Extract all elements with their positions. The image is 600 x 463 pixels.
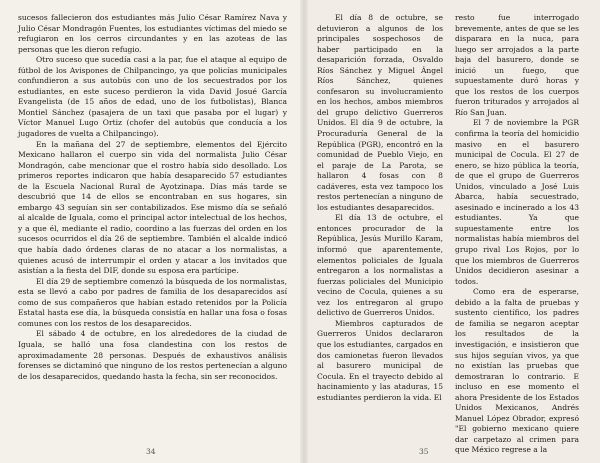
page-number-left: 34 [146, 447, 156, 456]
right-col2-paragraph-2: El 7 de noviembre la PGR confirma la teoría del homicidio masivo en el basurero municipal de Cocula. El 27 de enero, se hizo pública la teoría, de que el grupo de Guerreros Unidos, vinculado a José Luis Abarca, había secuestrado, asesinado e incinerado a los 43 estudiantes. Ya que supuestamente entre los normalistas había miembros del grupo rival Los Rojos, por lo que los miembros de Guerreros Unidos decidieron asesinar a todos. [455, 118, 579, 286]
right-page-column-2 [455, 13, 579, 456]
right-col1-paragraph-1: El día 8 de octubre, se detuvieron a algunos de los principales sospechosos de haber participado en la desaparición forzada, Osvaldo Ríos Sánchez y Miguel Ángel Ríos Sánchez, quienes confesaron su involucramiento en los hechos, ambos miembros del grupo delictivo Guerreros Unidos. El día 9 de octubre, la Procuraduría General de la República (PGR), encontró en la comunidad de Pueblo Viejo, en el paraje de La Parota, se hallaron 4 fosas con 8 cadáveres, esta vez tampoco los restos pertenecían a ninguno de los estudiantes desaparecidos. [317, 13, 443, 212]
right-col2-paragraph-3: Como era de esperarse, debido a la falta de pruebas y sustento científico, los padres de familia se negaron aceptar los resultados de la investigación, e insistieron que sus hijos seguían vivos, ya que no existían las pruebas que demostraran lo contrario. E incluso en ese momento el ahora Presidente de los Estados Unidos Mexicanos, Andrés Manuel López Obrador, expresó "El gobierno mexicano quiere dar carpetazo al crimen para que México regrese a la [455, 287, 579, 455]
right-col1-paragraph-3: Miembros capturados de Guerreros Unidos declararon que los estudiantes, cargados en dos camionetas fueron llevados al basurero municipal de Cocula. En el trayecto debido al hacinamiento y las ataduras, 15 estudiantes perdieron la vida. El [317, 318, 443, 402]
left-paragraph-4: El día 29 de septiembre comenzó la búsqueda de los normalistas, esta se llevó a cabo por padres de familia de los desaparecidos así como de sus compañeros que habían estado retenidos por la Policía Estatal hasta ese día, la búsqueda consistía en hallar una fosa o fosas comunes con los restos de los desaparecidos. [18, 276, 287, 328]
left-paragraph-2: Otro suceso que sucedía casi a la par, fue el ataque al equipo de fútbol de los Avispones de Chilpancingo, ya que policías municipales confundieron a sus autobús con uno de los secuestrados por los estudiantes, en este suceso perdieron la vida David Josué García Evangelista (de 15 años de edad, uno de los futbolistas), Blanca Montiel Sánchez (pasajera de un taxi que pasaba por el lugar) y Víctor Manuel Lugo Ortiz (chofer del autobús que conducía a los jugadores de vuelta a Chilpancingo). [18, 55, 287, 139]
left-paragraph-3: En la mañana del 27 de septiembre, elementos del Ejército Mexicano hallaron el cuerpo sin vida del normalista Julio César Mondragón, cabe mencionar que el rostro había sido desollado. Los primeros reportes indicaron que había desaparecido 57 estudiantes de la Escuela Nacional Rural de Ayotzinapa. Días más tarde se descubrió que 14 de ellos se encontraban en sus hogares, sin embargo 43 seguían sin ser contabilizados. Ese mismo día se señaló al alcalde de Iguala, como el principal actor intelectual de los hechos, y a que él, mediante el radio, coordino a las fuerzas del orden en los sucesos ocurridos el día 26 de septiembre. También el alcalde indicó que había dado órdenes claras de no atacar a los normalistas, a quienes acusó de interrumpir el orden y atacar a los invitados que asistían a la fiesta del DIF, donde su esposa era partícipe. [18, 139, 287, 276]
right-col1-paragraph-2: El día 13 de octubre, el entonces procurador de la República, Jesús Murillo Karam, informó que aparentemente, elementos policiales de Iguala entregaron a los normalistas a fuerzas policiales del Municipio vecino de Cocula, quienes a su vez los entregaron al grupo delictivo de Guerreros Unidos. [317, 213, 443, 318]
right-page-column-1 [317, 13, 443, 403]
right-col2-paragraph-1: resto fue interrogado brevemente, antes de que se les disparara en la nuca, para luego ser arrojados a la parte baja del basurero, donde se inició un fuego, que supuestamente duró horas y que los restos de los cuerpos fueron triturados y arrojados al Río San Juan. [455, 13, 579, 117]
left-paragraph-1: sucesos fallecieron dos estudiantes más Julio César Ramírez Nava y Julio César Mondragón Fuentes, los estudiantes víctimas del miedo se refugiaron en los cerros circundantes y en las azoteas de las personas que les dieron refugio. [18, 13, 287, 54]
page-number-right: 35 [419, 447, 429, 456]
left-paragraph-5: El sábado 4 de octubre, en los alrededores de la ciudad de Iguala, se halló una fosa clandestina con los restos de aproximadamente 28 personas. Después de exhaustivos análisis forenses se dictaminó que ninguno de los restos pertenecían a alguno de los desaparecidos, quedando hasta la fecha, sin ser reconocidos. [18, 329, 287, 381]
book-gutter [300, 0, 308, 463]
left-page-text [18, 13, 287, 382]
